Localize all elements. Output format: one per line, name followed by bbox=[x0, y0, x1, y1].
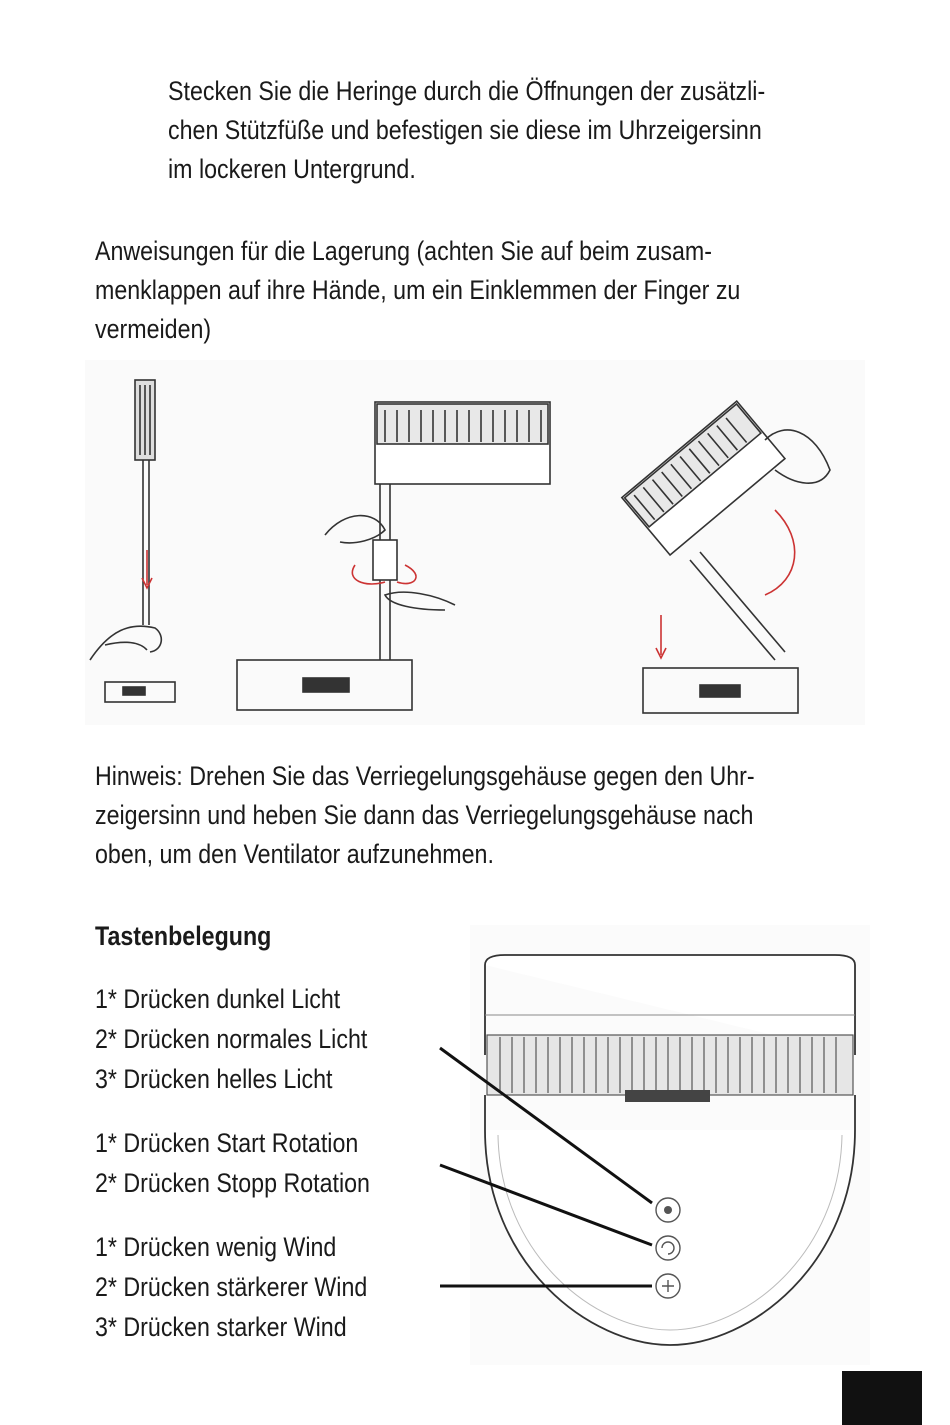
wind-group bbox=[95, 1227, 370, 1347]
wind-item: 1* Drücken wenig Wind bbox=[95, 1232, 337, 1262]
wind-item: 3* Drücken starker Wind bbox=[95, 1312, 347, 1342]
wind-item: 2* Drücken stärkerer Wind bbox=[95, 1272, 368, 1302]
note-line: Hinweis: Drehen Sie das Verriegelungsgehäuse gegen den Uhr- bbox=[95, 761, 755, 791]
intro-line: chen Stützfüße und befestigen sie diese im Uhrzeigersinn bbox=[168, 115, 762, 145]
storage-paragraph bbox=[95, 232, 740, 349]
storage-line: Anweisungen für die Lagerung (achten Sie auf beim zusam- bbox=[95, 236, 712, 266]
storage-line: vermeiden) bbox=[95, 314, 212, 344]
rotation-group bbox=[95, 1123, 370, 1203]
rotation-item: 2* Drücken Stopp Rotation bbox=[95, 1168, 370, 1198]
rotation-button[interactable] bbox=[656, 1236, 680, 1260]
storage-line: menklappen auf ihre Hände, um ein Einklemmen der Finger zu bbox=[95, 275, 741, 305]
wind-button[interactable] bbox=[656, 1274, 680, 1298]
intro-line: im lockeren Untergrund. bbox=[168, 154, 416, 184]
light-item: 2* Drücken normales Licht bbox=[95, 1024, 368, 1054]
light-item: 1* Drücken dunkel Licht bbox=[95, 984, 341, 1014]
intro-line: Stecken Sie die Heringe durch die Öffnungen der zusätzli- bbox=[168, 76, 766, 106]
intro-paragraph bbox=[168, 72, 765, 189]
note-paragraph bbox=[95, 757, 755, 874]
fan-base-diagram bbox=[430, 925, 870, 1365]
note-line: oben, um den Ventilator aufzunehmen. bbox=[95, 839, 494, 869]
page-marker bbox=[842, 1371, 922, 1425]
keys-heading: Tastenbelegung bbox=[95, 921, 272, 951]
key-assignment-list bbox=[95, 979, 370, 1371]
storage-illustration bbox=[85, 360, 865, 725]
light-button[interactable] bbox=[656, 1198, 680, 1222]
rotation-item: 1* Drücken Start Rotation bbox=[95, 1128, 359, 1158]
note-line: zeigersinn und heben Sie dann das Verriegelungsgehäuse nach bbox=[95, 800, 754, 830]
light-item: 3* Drücken helles Licht bbox=[95, 1064, 333, 1094]
light-group bbox=[95, 979, 370, 1099]
